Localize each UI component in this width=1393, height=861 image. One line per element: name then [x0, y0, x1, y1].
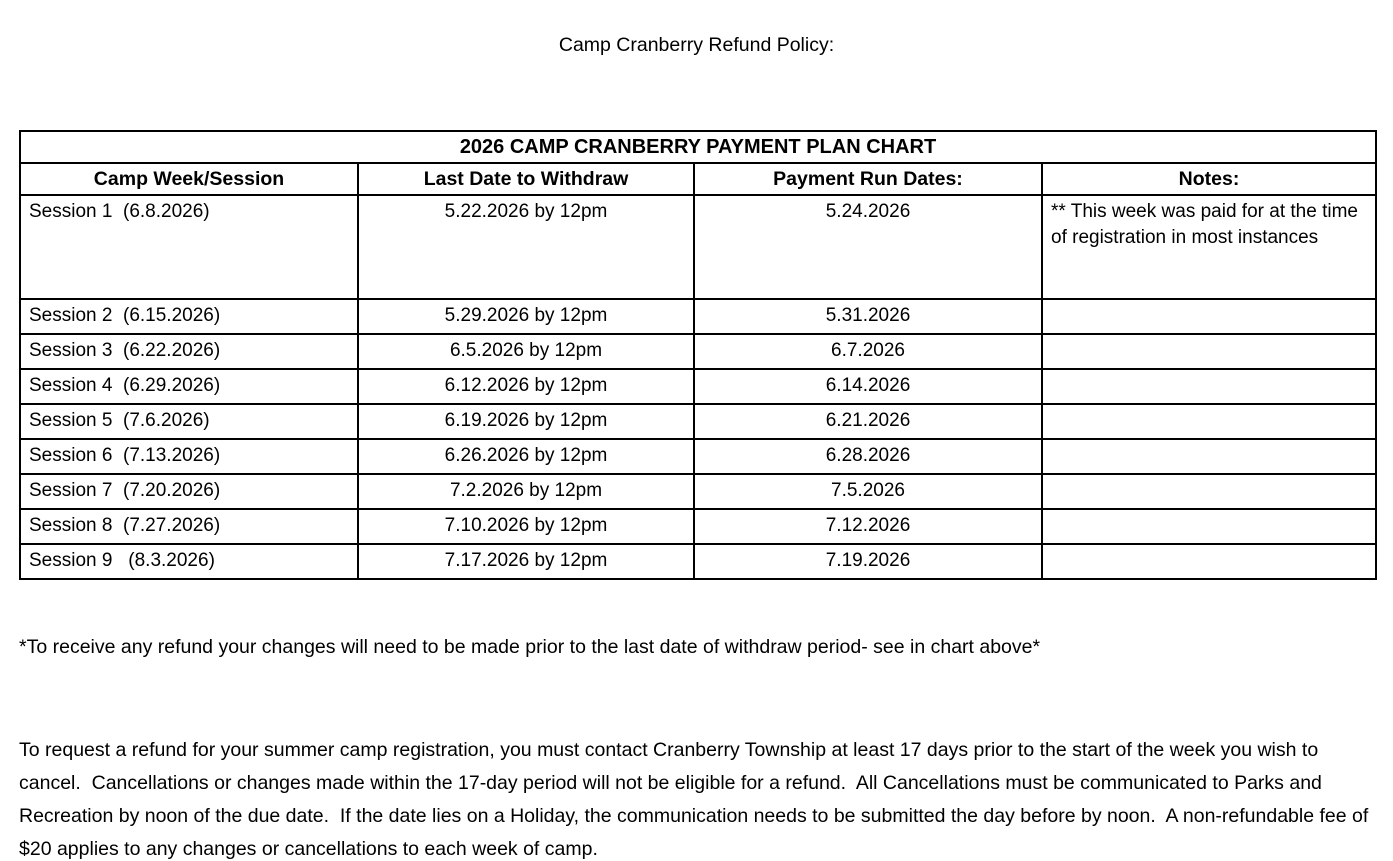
cell-withdraw: 6.19.2026 by 12pm — [358, 404, 694, 439]
cell-withdraw: 6.5.2026 by 12pm — [358, 334, 694, 369]
column-header-camp-week-session: Camp Week/Session — [20, 163, 358, 195]
cell-session: Session 2 (6.15.2026) — [20, 299, 358, 334]
cell-payment: 6.28.2026 — [694, 439, 1042, 474]
column-header-payment-run-dates: Payment Run Dates: — [694, 163, 1042, 195]
cell-payment: 7.5.2026 — [694, 474, 1042, 509]
cell-session: Session 8 (7.27.2026) — [20, 509, 358, 544]
cell-notes — [1042, 334, 1376, 369]
refund-footnote: *To receive any refund your changes will need to be made prior to the last date of withdraw period- see in chart above* — [19, 636, 1041, 658]
cell-session: Session 4 (6.29.2026) — [20, 369, 358, 404]
table-row-session-5 — [20, 404, 1376, 439]
cell-withdraw: 6.26.2026 by 12pm — [358, 439, 694, 474]
cell-session: Session 7 (7.20.2026) — [20, 474, 358, 509]
cell-notes — [1042, 299, 1376, 334]
cell-session: Session 5 (7.6.2026) — [20, 404, 358, 439]
table-title: 2026 CAMP CRANBERRY PAYMENT PLAN CHART — [20, 131, 1376, 163]
payment-plan-table — [19, 130, 1377, 580]
table-row-session-9 — [20, 544, 1376, 579]
table-row-session-7 — [20, 474, 1376, 509]
cell-withdraw: 7.17.2026 by 12pm — [358, 544, 694, 579]
cell-payment: 5.31.2026 — [694, 299, 1042, 334]
cell-payment: 5.24.2026 — [694, 195, 1042, 299]
column-header-notes: Notes: — [1042, 163, 1376, 195]
cell-withdraw: 6.12.2026 by 12pm — [358, 369, 694, 404]
cell-session: Session 9 (8.3.2026) — [20, 544, 358, 579]
table-title-row — [20, 131, 1376, 163]
cell-session: Session 6 (7.13.2026) — [20, 439, 358, 474]
page-title: Camp Cranberry Refund Policy: — [558, 34, 835, 56]
cell-payment: 7.12.2026 — [694, 509, 1042, 544]
cell-withdraw: 5.29.2026 by 12pm — [358, 299, 694, 334]
table-row-session-1 — [20, 195, 1376, 299]
cell-notes — [1042, 509, 1376, 544]
column-header-last-date-to-withdraw: Last Date to Withdraw — [358, 163, 694, 195]
refund-policy-paragraph: To request a refund for your summer camp registration, you must contact Cranberry Township at least 17 days prior to the start of the week you wish to cancel. Cancellations or changes made within the 17-day period will not be eligible for a refund. All Cancellations must be communicated to Parks and Recreation by noon of the due date. If the date lies on a Holiday, the communication needs to be submitted the day before by noon. A non-refundable fee of $20 applies to any changes or cancellations to each week of camp. — [19, 739, 1374, 860]
cell-notes — [1042, 544, 1376, 579]
cell-session: Session 3 (6.22.2026) — [20, 334, 358, 369]
table-header-row — [20, 163, 1376, 195]
cell-notes — [1042, 474, 1376, 509]
cell-notes — [1042, 439, 1376, 474]
table-row-session-2 — [20, 299, 1376, 334]
cell-notes: ** This week was paid for at the time of registration in most instances — [1042, 195, 1376, 299]
cell-notes — [1042, 404, 1376, 439]
cell-payment: 6.14.2026 — [694, 369, 1042, 404]
cell-withdraw: 7.2.2026 by 12pm — [358, 474, 694, 509]
cell-payment: 6.21.2026 — [694, 404, 1042, 439]
cell-withdraw: 5.22.2026 by 12pm — [358, 195, 694, 299]
table-row-session-4 — [20, 369, 1376, 404]
table-row-session-6 — [20, 439, 1376, 474]
cell-payment: 6.7.2026 — [694, 334, 1042, 369]
cell-session: Session 1 (6.8.2026) — [20, 195, 358, 299]
cell-withdraw: 7.10.2026 by 12pm — [358, 509, 694, 544]
cell-payment: 7.19.2026 — [694, 544, 1042, 579]
cell-notes — [1042, 369, 1376, 404]
table-row-session-8 — [20, 509, 1376, 544]
table-row-session-3 — [20, 334, 1376, 369]
